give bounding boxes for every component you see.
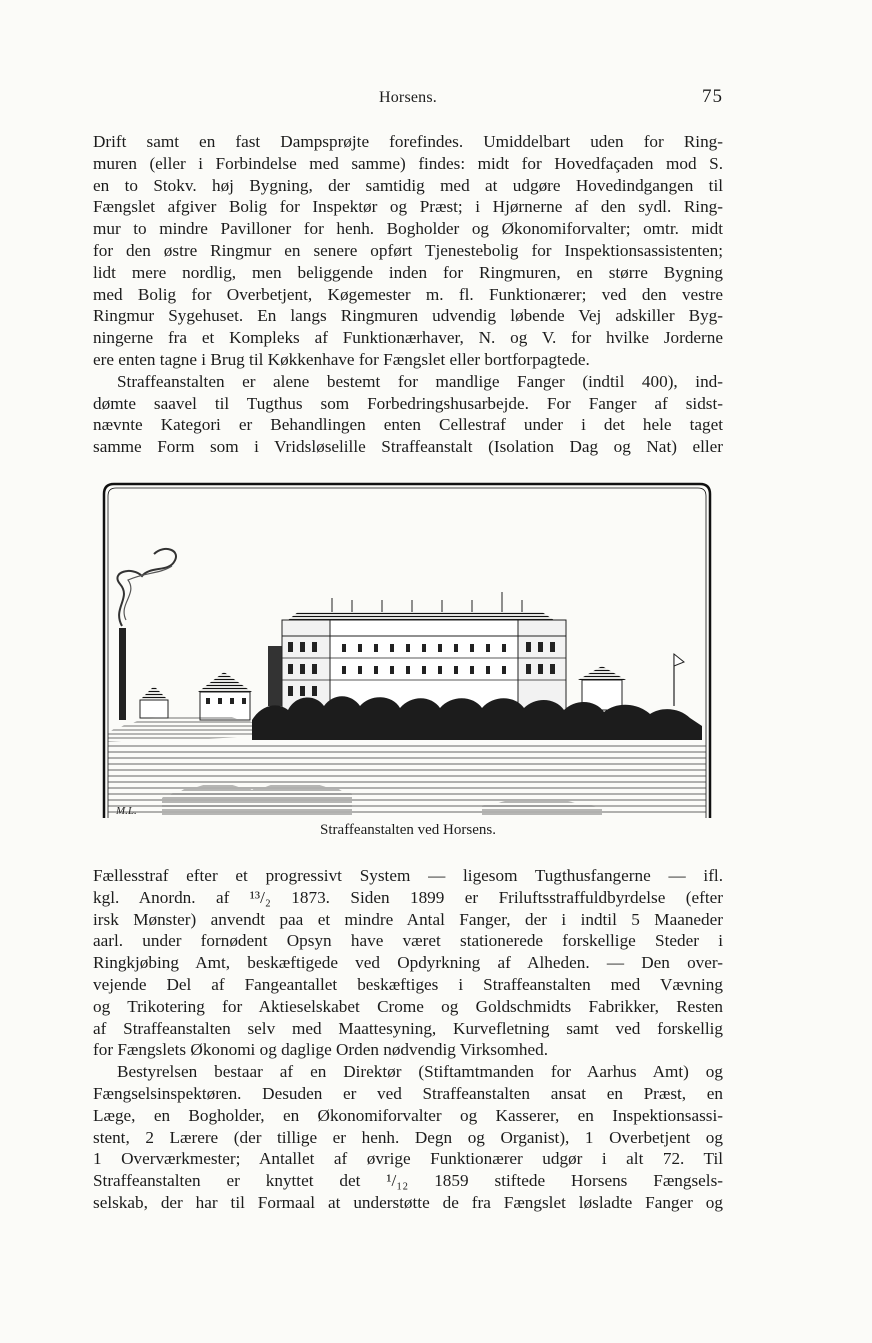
text-line: ere enten tagne i Brug til Køkkenhave for Fængslet eller bortforpagtede. — [93, 349, 590, 369]
text-line: 1 Overværkmester; Antallet af øvrige Funktionærer udgør i alt 72. Til — [93, 1149, 723, 1169]
text-line: Ringkjøbing Amt, beskæftigede ved Opdyrkning af Alheden. — Den over- — [93, 953, 723, 973]
text-line: aarl. under fornødent Opsyn have været stationerede forskellige Steder i — [93, 931, 723, 951]
text-line: nævnte Kategori er Behandlingen enten Cellestraf under i det hele taget — [93, 415, 723, 435]
text-line: vejende Del af Fangeantallet beskæftiges i Straffeanstalten med Vævning — [93, 974, 723, 994]
text-line: Fællesstraf efter et progressivt System — ligesom Tugthusfangerne — ifl. — [93, 866, 723, 885]
text-line: for Fængslets Økonomi og daglige Orden nødvendig Virksomhed. — [93, 1040, 549, 1060]
text-line: ningerne fra et Kompleks af Funktionærhaver, N. og V. for hvilke Jorderne — [93, 328, 723, 348]
text-line: mur to mindre Pavilloner for henh. Bogholder og Økonomiforvalter; omtr. midt — [93, 219, 723, 239]
text-line: lidt mere nordlig, men beliggende inden for Ringmuren, en større Bygning — [93, 262, 723, 282]
text-line: irsk Mønster) anvendt paa et mindre Antal Fanger, der i indtil 5 Maaneder — [93, 909, 723, 929]
text-line: og Trikotering for Aktieselskabet Crome og Goldschmidts Fabrikker, Resten — [93, 996, 723, 1016]
text-line: en to Stokv. høj Bygning, der samtidig med at udgøre Hovedindgangen til — [93, 175, 723, 195]
text-line: Straffeanstalten er alene bestemt for mandlige Fanger (indtil 400), ind- — [117, 371, 723, 391]
prison-engraving — [102, 480, 712, 820]
text-line: samme Form som i Vridsløselille Straffeanstalt (Isolation Dag og Nat) eller — [93, 437, 723, 457]
text-line: Læge, en Bogholder, en Økonomiforvalter og Kasserer, en Inspektionsassi- — [93, 1105, 723, 1125]
text-line: stent, 2 Lærere (der tillige er henh. Degn og Organist), 1 Overbetjent og — [93, 1127, 723, 1147]
text-line: med Bolig for Overbetjent, Køgemester m. fl. Funktionærer; ved den vestre — [93, 284, 723, 304]
text-line: dømte saavel til Tugthus som Forbedringshusarbejde. For Fanger af sidst- — [93, 393, 723, 413]
text-line: kgl. Anordn. af ¹³/₂ 1873. Siden 1899 er Friluftsstraffuldbyrdelse (efter — [93, 887, 723, 907]
text-line: Fængslet afgiver Bolig for Inspektør og Præst; i Hjørnerne af den sydl. Ring- — [93, 197, 723, 217]
text-line: muren (eller i Forbindelse med samme) findes: midt for Hovedfaçaden mod S. — [93, 153, 723, 173]
text-line: Ringmur Sygehuset. En langs Ringmuren udvendig løbende Vej adskiller Byg- — [93, 306, 723, 326]
text-line: for den østre Ringmur en senere opført Tjenestebolig for Inspektionsassistenten; — [93, 240, 723, 260]
text-line: Bestyrelsen bestaar af en Direktør (Stiftamtmanden for Aarhus Amt) og — [117, 1062, 723, 1082]
text-line: Straffeanstalten er knyttet det ¹/₁₂ 1859 stiftede Horsens Fængsels- — [93, 1171, 723, 1191]
body-text-bottom — [93, 865, 723, 1214]
engraver-signature: M.L. — [116, 805, 137, 817]
text-line: af Straffeanstalten selv med Maattesyning, Kurvefletning samt ved forskellig — [93, 1018, 723, 1038]
page-header — [93, 86, 723, 110]
running-head: Horsens. — [378, 89, 438, 106]
body-text-top — [93, 131, 723, 458]
text-line: Drift samt en fast Dampsprøjte forefindes. Umiddelbart uden for Ring- — [93, 132, 723, 151]
figure-caption: Straffeanstalten ved Horsens. — [320, 822, 496, 838]
page-number: 75 — [702, 86, 723, 107]
text-line: Fængselsinspektøren. Desuden er ved Straffeanstalten ansat en Præst, en — [93, 1083, 723, 1103]
text-line: selskab, der har til Formaal at understøtte de fra Fængslet løsladte Fanger og — [93, 1192, 723, 1212]
